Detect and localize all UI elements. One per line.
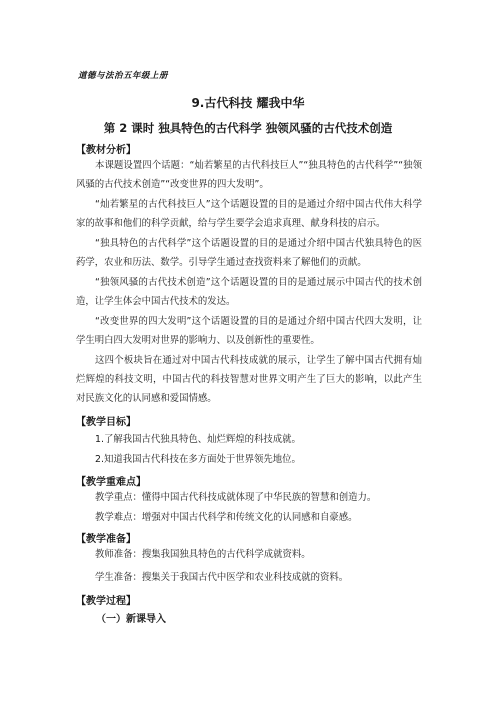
process-step-1: （一）新课导入 [96,614,166,625]
analysis-paragraph-4: “独领风骚的古代技术创造”这个话题设置的目的是通过展示中国古代的技术创造，让学生体会中国古代技术的发达。 [76,277,422,308]
analysis-paragraph-1: 本课题设置四个话题：“灿若繁星的古代科技巨人”“独具特色的古代科学”“独领风骚的古代技术创造”“改变世界的四大发明”。 [76,160,422,191]
section-heading-key-points: 【教学重难点】 [76,477,146,488]
section-heading-analysis: 【教材分析】 [76,145,136,156]
analysis-paragraph-3: “独具特色的古代科学”这个话题设置的目的是通过介绍中国古代独具特色的医药学，农业和历法、数学。引导学生通过查找资料来了解他们的贡献。 [76,238,422,269]
analysis-paragraph-5: “改变世界的四大发明”这个话题设置的目的是通过介绍中国古代四大发明，让学生明白四大发明对世界的影响力、以及创新性的重要性。 [76,316,422,347]
teacher-preparation: 教师准备：搜集我国独具特色的古代科学成就资料。 [95,549,311,560]
section-heading-preparation: 【教学准备】 [76,534,136,545]
goal-item-2: 2.知道我国古代科技在多方面处于世界领先地位。 [95,454,301,465]
analysis-paragraph-2: “灿若繁星的古代科技巨人”这个话题设置的目的是通过介绍中国古代伟大科学家的故事和他们的科学贡献，给与学生要学会追求真理、献身科技的启示。 [76,199,422,230]
teaching-difficulty: 教学难点：增强对中国古代科学和传统文化的认同感和自豪感。 [95,512,358,523]
goal-item-1: 1.了解我国古代独具特色、灿烂辉煌的科技成就。 [95,434,301,445]
lesson-title: 9.古代科技 耀我中华 [191,96,305,110]
lesson-subtitle: 第 2 课时 独具特色的古代科学 独领风骚的古代技术创造 [103,121,393,135]
running-header: 道德与法治五年级上册 [78,71,169,81]
teaching-focus: 教学重点：懂得中国古代科技成就体现了中华民族的智慧和创造力。 [95,492,377,503]
section-heading-goals: 【教学目标】 [76,417,136,428]
section-heading-process: 【教学过程】 [76,596,136,607]
analysis-paragraph-6: 这四个板块旨在通过对中国古代科技成就的展示，让学生了解中国古代拥有灿烂辉煌的科技文明，中国古代的科技智慧对世界文明产生了巨大的影响，以此产生对民族文化的认同感和爱国情感。 [76,355,422,405]
student-preparation: 学生准备：搜集关于我国古代中医学和农业科技成就的资料。 [95,572,349,583]
